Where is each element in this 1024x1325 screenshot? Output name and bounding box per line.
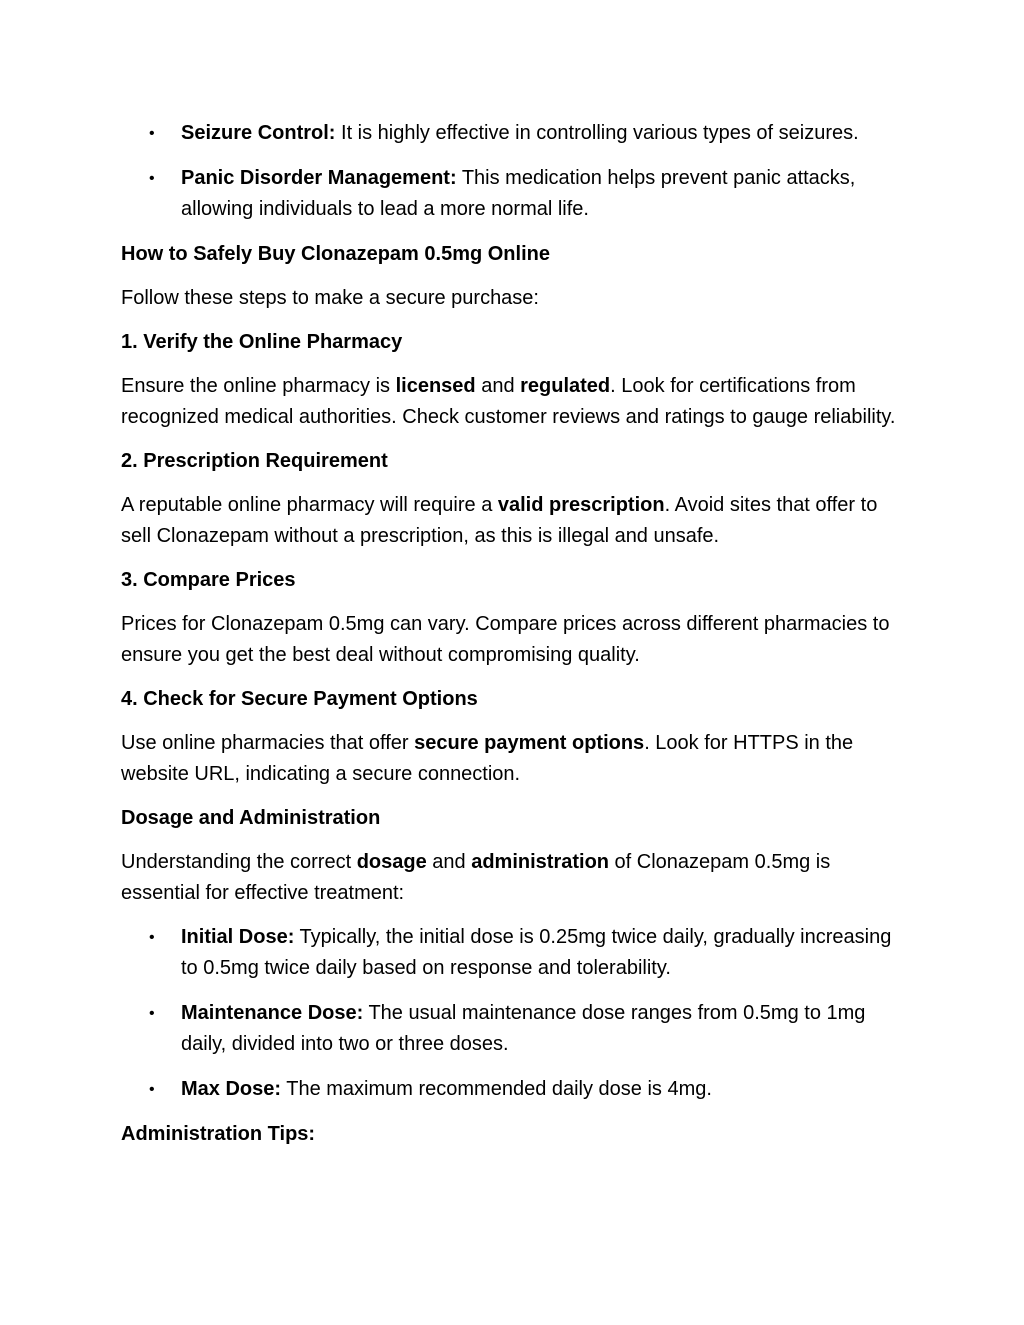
text-run: . Look for certifications from recognized medical authorities. Check customer reviews and ratings to gauge reliability. [121, 375, 896, 428]
text-run: and [426, 851, 472, 873]
list-item-term: Initial Dose: [181, 926, 295, 948]
bullet-icon: • [149, 929, 155, 946]
text-run: . Avoid sites that offer to sell Clonazepam without a prescription, as this is illegal and unsafe. [121, 494, 878, 547]
bullet-icon: • [149, 170, 155, 187]
dosage-heading: Dosage and Administration [121, 807, 381, 829]
step3-heading: 3. Compare Prices [121, 569, 296, 591]
bullet-icon: • [149, 1081, 155, 1098]
list-item-text: This medication helps prevent panic attacks, allowing individuals to lead a more normal life. [181, 167, 856, 220]
bullet-icon: • [149, 1005, 155, 1022]
section-intro: Follow these steps to make a secure purchase: [121, 287, 539, 309]
bullet-icon: • [149, 125, 155, 142]
section-heading-buy: How to Safely Buy Clonazepam 0.5mg Online [121, 243, 550, 265]
text-run: . Look for HTTPS in the website URL, indicating a secure connection. [121, 732, 854, 785]
list-item-term: Maintenance Dose: [181, 1002, 364, 1024]
emphasis-licensed: licensed [395, 375, 476, 397]
dosage-paragraph [121, 847, 911, 909]
emphasis-administration: administration [471, 851, 609, 873]
document-content [121, 118, 911, 1163]
dosage-list [121, 922, 911, 1105]
emphasis-regulated: regulated [520, 375, 611, 397]
text-run: of Clonazepam 0.5mg is essential for effective treatment: [121, 851, 831, 904]
list-item-term: Seizure Control: [181, 122, 336, 144]
step2-heading: 2. Prescription Requirement [121, 450, 388, 472]
list-item [121, 1074, 911, 1105]
text-run: and [475, 375, 521, 397]
list-item-text: Typically, the initial dose is 0.25mg twice daily, gradually increasing to 0.5mg twice daily based on response and tolerability. [181, 926, 892, 979]
list-item-term: Max Dose: [181, 1078, 282, 1100]
benefits-list [121, 118, 911, 225]
text-run: Understanding the correct [121, 851, 357, 873]
list-item [121, 118, 911, 149]
emphasis-dosage: dosage [356, 851, 427, 873]
text-run: Ensure the online pharmacy is [121, 375, 396, 397]
list-item-term: Panic Disorder Management: [181, 167, 457, 189]
text-run: Use online pharmacies that offer [121, 732, 415, 754]
list-item [121, 922, 911, 984]
emphasis-secure-payment: secure payment options [414, 732, 645, 754]
list-item-text: The maximum recommended daily dose is 4mg. [281, 1078, 712, 1100]
list-item-text: The usual maintenance dose ranges from 0.5mg to 1mg daily, divided into two or three doses. [181, 1002, 866, 1055]
step1-heading: 1. Verify the Online Pharmacy [121, 331, 403, 353]
step3-paragraph: Prices for Clonazepam 0.5mg can vary. Compare prices across different pharmacies to ensure you get the best deal without compromising quality. [121, 613, 890, 666]
list-item [121, 998, 911, 1060]
step4-heading: 4. Check for Secure Payment Options [121, 688, 478, 710]
text-run: A reputable online pharmacy will require a [121, 494, 498, 516]
step4-paragraph [121, 728, 911, 790]
emphasis-valid-prescription: valid prescription [497, 494, 665, 516]
list-item [121, 163, 911, 225]
admin-tips-heading: Administration Tips: [121, 1123, 316, 1145]
list-item-text: It is highly effective in controlling various types of seizures. [335, 122, 859, 144]
step1-paragraph [121, 371, 911, 433]
step2-paragraph [121, 490, 911, 552]
